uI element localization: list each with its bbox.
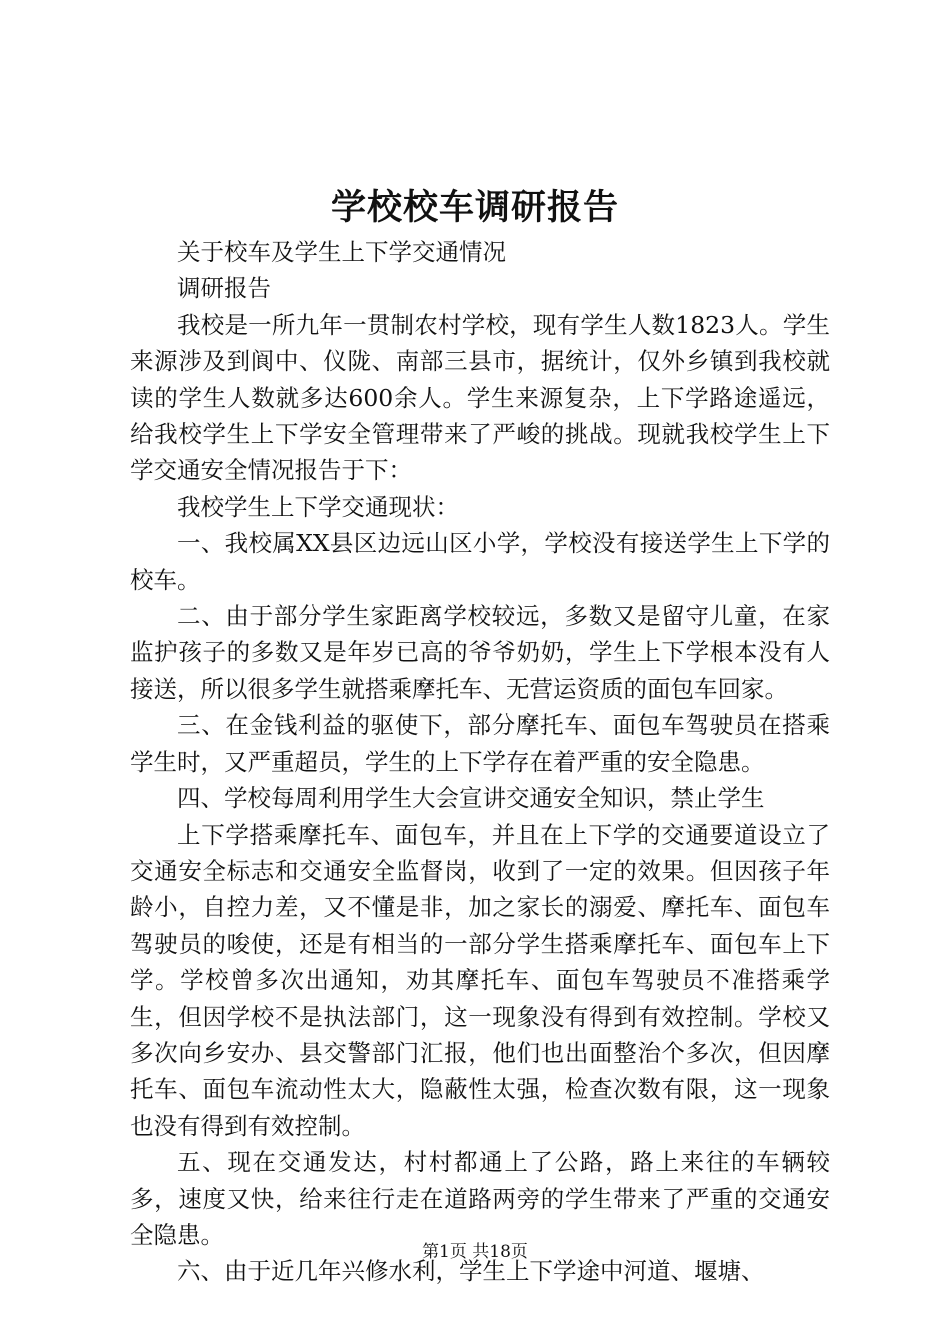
paragraph-item-4-continued: 上下学搭乘摩托车、面包车，并且在上下学的交通要道设立了交通安全标志和交通安全监督岗，收到了一定的效果。但因孩子年龄小，自控力差，又不懂是非，加之家长的溺爱、摩托车、面包车驾驶员的唆使，还是有相当的一部分学生搭乘摩托车、面包车上下学。学校曾多次出通知，劝其摩托车、面包车驾驶员不准搭乘学生，但因学校不是执法部门，这一现象没有得到有效控制。学校又多次向乡安办、县交警部门汇报，他们也出面整治个多次，但因摩托车、面包车流动性太大，隐蔽性太强，检查次数有限，这一现象也没有得到有效控制。: [130, 820, 830, 1140]
paragraph-item-2: 二、由于部分学生家距离学校较远，多数又是留守儿童，在家监护孩子的多数又是年岁已高的爷爷奶奶，学生上下学根本没有人接送，所以很多学生就搭乘摩托车、无营运资质的面包车回家。: [130, 602, 830, 703]
page-number-footer: 第1页 共18页: [422, 1242, 528, 1262]
document-title: 学校校车调研报告: [330, 187, 619, 228]
subtitle-line-2: 调研报告: [177, 274, 271, 303]
paragraph-status-heading: 我校学生上下学交通现状：: [177, 492, 459, 521]
subtitle-line-1: 关于校车及学生上下学交通情况: [177, 238, 506, 266]
document-body: [130, 234, 830, 1290]
paragraph-item-3: 三、在金钱利益的驱使下，部分摩托车、面包车驾驶员在搭乘学生时，又严重超员，学生的上下学存在着严重的安全隐患。: [130, 711, 830, 776]
paragraph-item-6: 六、由于近几年兴修水利，学生上下学途中河道、堰塘、: [177, 1257, 765, 1286]
paragraph-item-5: 五、现在交通发达，村村都通上了公路，路上来往的车辆较多，速度又快，给来往行走在道路两旁的学生带来了严重的交通安全隐患。: [130, 1148, 830, 1249]
paragraph-item-4: 四、学校每周利用学生大会宣讲交通安全知识，禁止学生: [177, 784, 765, 813]
paragraph-intro: 我校是一所九年一贯制农村学校，现有学生人数1823人。学生来源涉及到阆中、仪陇、南部三县市，据统计，仅外乡镇到我校就读的学生人数就多达600余人。学生来源复杂，上下学路途遥远，给我校学生上下学安全管理带来了严峻的挑战。现就我校学生上下学交通安全情况报告于下：: [130, 310, 830, 485]
paragraph-item-1: 一、我校属XX县区边远山区小学，学校没有接送学生上下学的校车。: [130, 529, 830, 594]
